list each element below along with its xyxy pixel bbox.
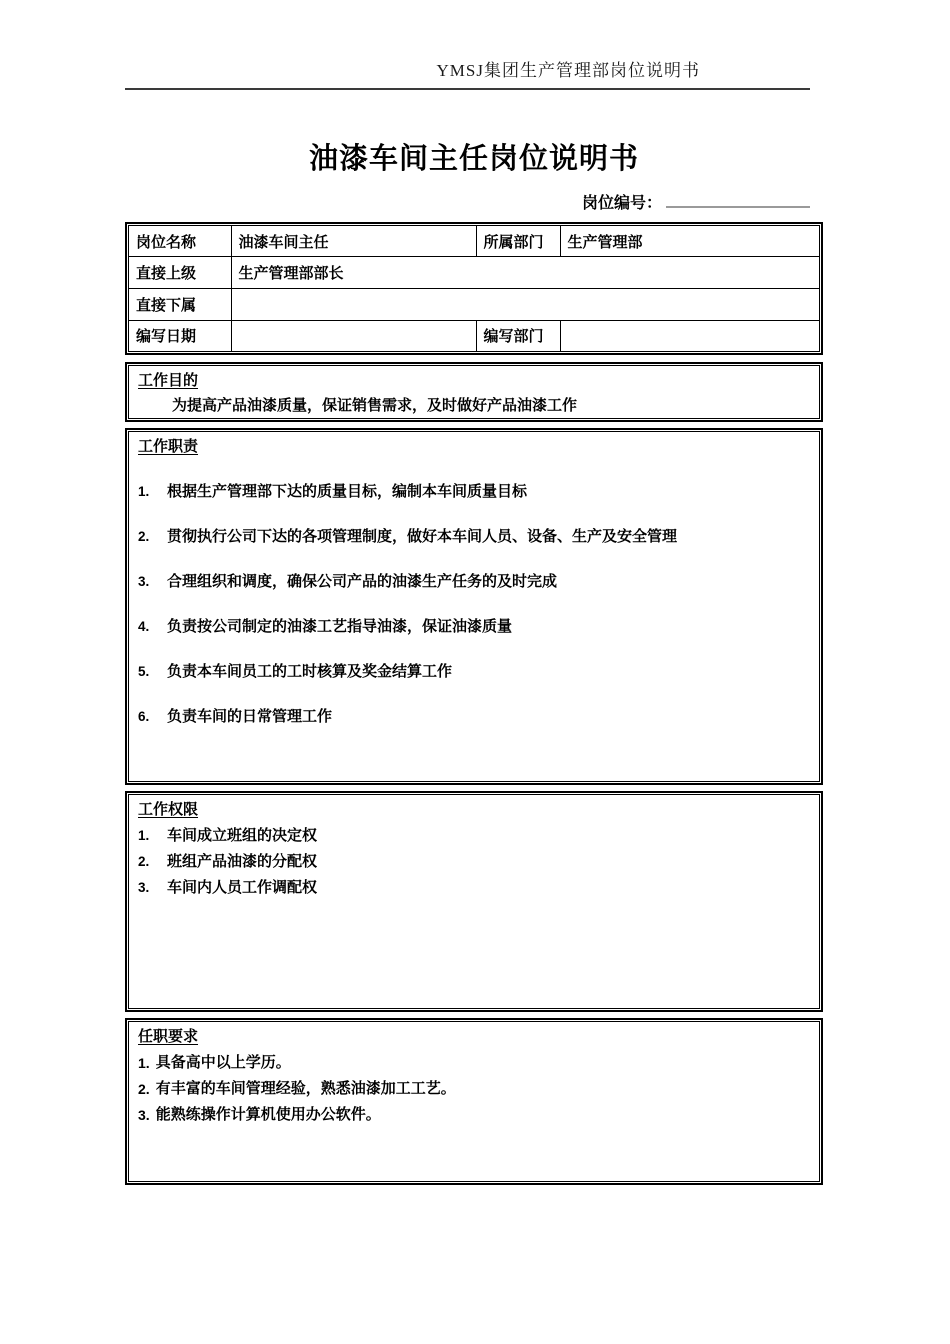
list-item-text: 合理组织和调度，确保公司产品的油漆生产任务的及时完成 <box>167 573 558 590</box>
supervisor-value: 生产管理部部长 <box>231 257 819 289</box>
job-code-blank-line <box>666 191 810 208</box>
list-item-number: 2. <box>138 1081 150 1097</box>
list-item-text: 有丰富的车间管理经验，熟悉油漆加工工艺。 <box>155 1080 456 1097</box>
page-title: 油漆车间主任岗位说明书 <box>308 143 639 175</box>
list-item-text: 能熟练操作计算机使用办公软件。 <box>155 1106 381 1123</box>
list-item-text: 班组产品油漆的分配权 <box>167 853 318 870</box>
list-item-number: 6. <box>138 709 150 724</box>
write-dept-value <box>560 320 819 351</box>
duty-list-item <box>138 708 809 726</box>
subordinates-value <box>231 288 819 320</box>
department-label: 所属部门 <box>476 226 560 257</box>
authority-list-item <box>138 879 809 897</box>
list-item-text: 负责本车间员工的工时核算及奖金结算工作 <box>167 663 453 680</box>
list-item-number: 3. <box>138 574 150 589</box>
requirement-list-item <box>138 1106 809 1124</box>
table-row <box>129 226 819 257</box>
requirement-list-item <box>138 1054 809 1072</box>
list-item-text: 贯彻执行公司下达的各项管理制度，做好本车间人员、设备、生产及安全管理 <box>167 528 678 545</box>
list-item-number: 2. <box>138 854 150 869</box>
running-header: YMSJ集团生产管理部岗位说明书 <box>125 56 810 90</box>
table-row <box>129 257 819 289</box>
section-requirements <box>128 1021 820 1182</box>
department-value: 生产管理部 <box>560 226 819 257</box>
list-item-text: 车间成立班组的决定权 <box>167 827 318 844</box>
duty-list-item <box>138 483 809 501</box>
job-code-line <box>125 190 810 213</box>
table-row <box>129 320 819 351</box>
duty-list-item <box>138 573 809 591</box>
list-item-text: 车间内人员工作调配权 <box>167 879 318 896</box>
position-name-value: 油漆车间主任 <box>231 226 476 257</box>
section-purpose <box>128 365 820 419</box>
list-item-text: 根据生产管理部下达的质量目标，编制本车间质量目标 <box>167 483 528 500</box>
list-item-text: 负责按公司制定的油漆工艺指导油漆，保证油漆质量 <box>167 618 513 635</box>
list-item-number: 1. <box>138 484 150 499</box>
list-item-number: 3. <box>138 880 150 895</box>
list-item-number: 1. <box>138 828 150 843</box>
list-item-number: 5. <box>138 664 150 679</box>
list-item-text: 具备高中以上学历。 <box>155 1054 291 1071</box>
job-code-label: 岗位编号： <box>581 195 662 212</box>
info-table <box>128 225 820 352</box>
duty-list-item <box>138 528 809 546</box>
write-date-label: 编写日期 <box>129 320 231 351</box>
authority-heading: 工作权限 <box>138 801 199 818</box>
table-row <box>129 288 819 320</box>
write-date-value <box>231 320 476 351</box>
requirements-heading: 任职要求 <box>138 1028 199 1045</box>
authority-list-item <box>138 853 809 871</box>
list-item-number: 3. <box>138 1107 150 1123</box>
duty-list-item <box>138 663 809 681</box>
list-item-number: 1. <box>138 1055 150 1071</box>
supervisor-label: 直接上级 <box>129 257 231 289</box>
write-dept-label: 编写部门 <box>476 320 560 351</box>
list-item-number: 4. <box>138 619 150 634</box>
purpose-heading: 工作目的 <box>138 372 199 389</box>
subordinates-label: 直接下属 <box>129 288 231 320</box>
list-item-number: 2. <box>138 529 150 544</box>
list-item-text: 负责车间的日常管理工作 <box>167 708 333 725</box>
section-duties <box>128 431 820 782</box>
requirement-list-item <box>138 1080 809 1098</box>
section-authority <box>128 794 820 1009</box>
authority-list-item <box>138 827 809 845</box>
duties-heading: 工作职责 <box>138 438 199 455</box>
duty-list-item <box>138 618 809 636</box>
purpose-body: 为提高产品油漆质量，保证销售需求，及时做好产品油漆工作 <box>172 397 578 414</box>
position-name-label: 岗位名称 <box>129 226 231 257</box>
